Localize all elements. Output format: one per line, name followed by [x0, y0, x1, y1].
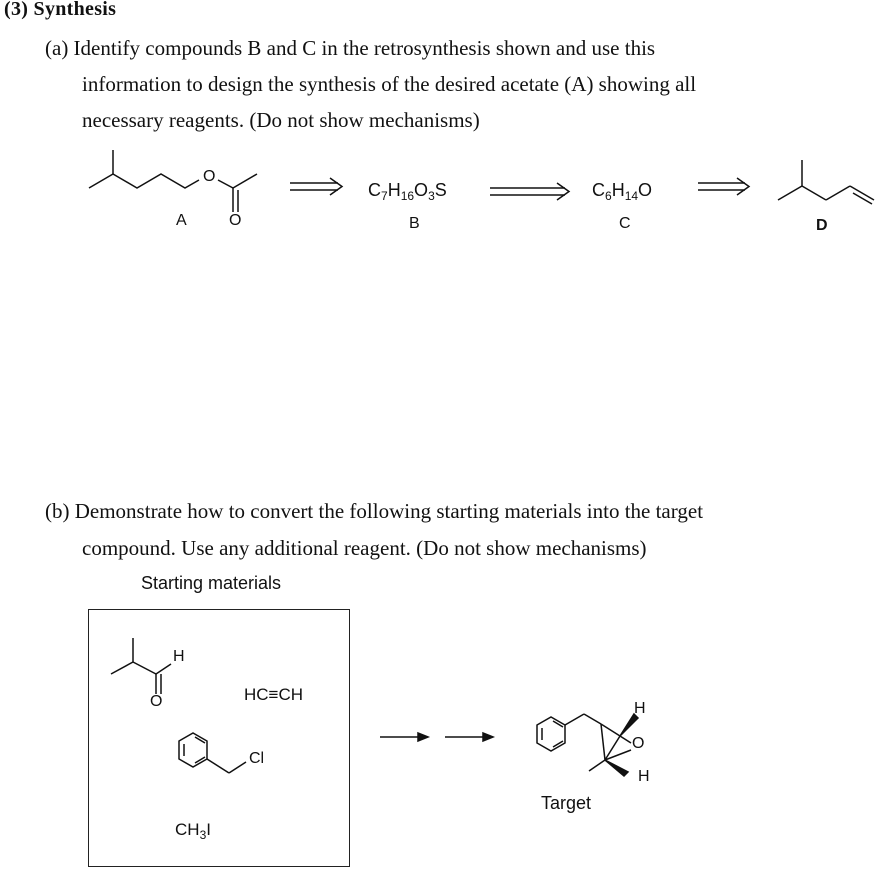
target-label: Target	[541, 793, 592, 813]
retro-arrow-2	[490, 183, 569, 200]
compound-b-label: B	[409, 215, 420, 232]
target-h-top-label: H	[634, 700, 646, 717]
target-structure	[537, 714, 638, 776]
starting-materials-title: Starting materials	[141, 573, 282, 593]
question-b-line-1: (b) Demonstrate how to convert the following starting materials into the target	[45, 499, 704, 523]
reaction-arrow-1	[380, 733, 428, 741]
target-epoxide-o-label: O	[632, 735, 645, 752]
question-a-line-2: information to design the synthesis of the desired acetate (A) showing all	[82, 72, 697, 96]
methyl-iodide-label: $CH_3I$	[175, 820, 211, 842]
reaction-arrow-2	[445, 733, 493, 741]
compound-a-label: A	[176, 212, 187, 229]
starting-materials-box	[88, 609, 350, 867]
compound-c-label: C	[619, 215, 631, 232]
compound-a-carbonyl-oxygen: O	[229, 212, 242, 229]
question-a-line-1: (a) Identify compounds B and C in the retrosynthesis shown and use this	[45, 36, 656, 60]
starting-materials-drawing	[89, 610, 351, 868]
target-h-bottom-label: H	[638, 768, 650, 785]
compound-a-ester-oxygen: O	[203, 168, 216, 185]
retro-arrow-3	[698, 178, 749, 195]
compound-b-formula: $C_7H_{16}O_3S$	[368, 180, 447, 203]
compound-a-structure	[89, 150, 257, 212]
compound-d-structure	[778, 160, 874, 204]
benzyl-chloride-structure	[179, 733, 246, 773]
question-b-line-2: compound. Use any additional reagent. (Do not show mechanisms)	[82, 536, 647, 560]
compound-d-label: D	[816, 217, 828, 234]
benzyl-chloride-cl-label: Cl	[249, 750, 265, 767]
aldehyde-structure	[111, 638, 171, 694]
retro-arrow-1	[290, 178, 342, 195]
section-heading: (3) Synthesis	[4, 0, 117, 20]
question-a-line-3: necessary reagents. (Do not show mechanisms)	[82, 108, 480, 132]
compound-c-formula: $C_6H_{14}O$	[592, 180, 653, 203]
acetylene-label: HC≡CH	[244, 685, 304, 704]
aldehyde-h-label: H	[173, 648, 185, 665]
aldehyde-o-label: O	[150, 693, 163, 710]
